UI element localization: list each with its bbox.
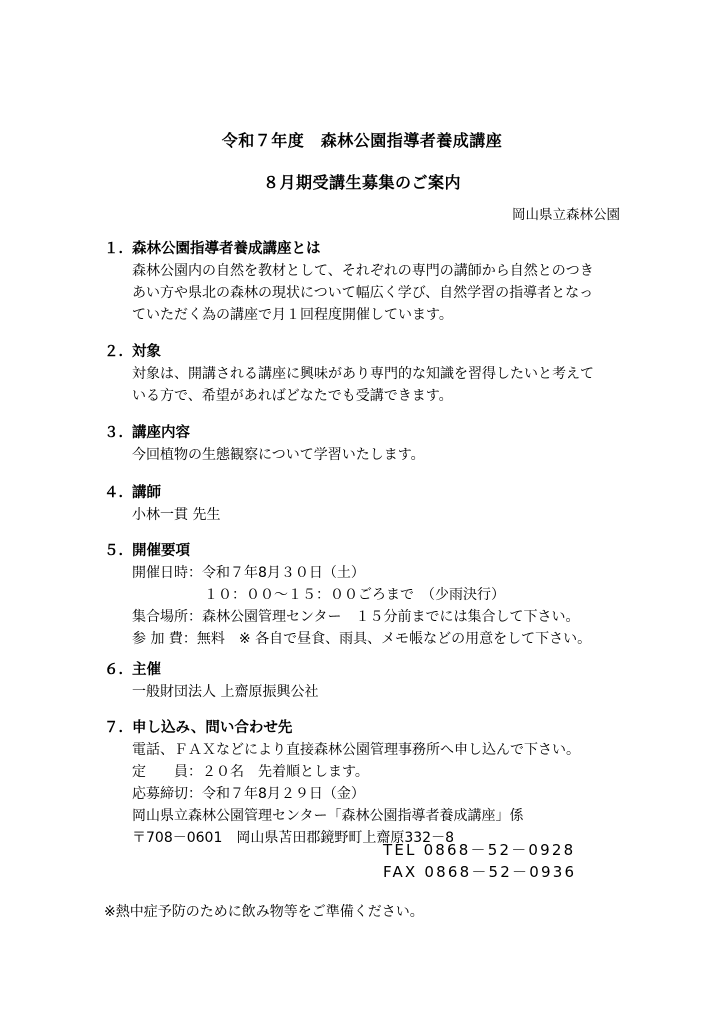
section-title: 主催 xyxy=(132,662,161,678)
section-about xyxy=(104,238,644,326)
phone-number: TEL 0868－52－0928 xyxy=(383,841,576,859)
section-title: 開催要項 xyxy=(132,543,190,559)
section-heading xyxy=(104,540,644,562)
section-body xyxy=(132,681,644,703)
body-line: 今回植物の生態観察について学習いたします。 xyxy=(132,447,425,463)
section-title: 講師 xyxy=(132,485,161,501)
body-line: あい方や県北の森林の現状について幅広く学び、自然学習の指導者となっ xyxy=(132,285,594,301)
body-line: 森林公園内の自然を教材として、それぞれの専門の講師から自然とのつき xyxy=(132,263,594,279)
section-number: １． xyxy=(104,241,133,257)
section-instructor xyxy=(104,482,644,526)
section-application xyxy=(104,717,644,849)
section-body xyxy=(132,739,644,849)
section-body xyxy=(132,363,644,407)
section-content xyxy=(104,422,644,466)
section-number: ２． xyxy=(104,344,133,360)
section-heading xyxy=(104,422,644,444)
event-time: １０：００～１５：００ごろまで （少雨決行） xyxy=(204,587,505,603)
section-title: 対象 xyxy=(132,344,161,360)
event-date: 開催日時：令和７年8月３０日（土） xyxy=(132,565,365,581)
deadline: 応募締切：令和７年8月２９日（金） xyxy=(132,786,365,802)
section-number: ３． xyxy=(104,425,133,441)
heatstroke-note: ※熱中症予防のために飲み物等をご準備ください。 xyxy=(104,904,424,920)
body-line: 対象は、開講される講座に興味があり専門的な知識を習得したいと考えて xyxy=(132,366,594,382)
meeting-place: 集合場所：森林公園管理センター １５分前までには集合して下さい。 xyxy=(132,609,580,625)
section-title: 講座内容 xyxy=(132,425,190,441)
body-line: 小林一貫 先生 xyxy=(132,507,221,523)
section-target xyxy=(104,341,644,407)
body-line: ていただく為の講座で月１回程度開催しています。 xyxy=(132,307,453,323)
body-line: 一般財団法人 上齋原振興公社 xyxy=(132,684,319,700)
section-heading xyxy=(104,482,644,504)
section-host xyxy=(104,659,644,703)
section-heading xyxy=(104,341,644,363)
contact-office: 岡山県立森林公園管理センター「森林公園指導者養成講座」係 xyxy=(132,808,524,824)
section-number: ４． xyxy=(104,485,133,501)
body-line: 電話、ＦＡＸなどにより直接森林公園管理事務所へ申し込んで下さい。 xyxy=(132,742,580,758)
section-heading xyxy=(104,717,644,739)
section-number: ７． xyxy=(104,720,133,736)
section-body xyxy=(132,504,644,526)
section-title: 申し込み、問い合わせ先 xyxy=(132,720,293,736)
document-subtitle: ８月期受講生募集のご案内 xyxy=(262,173,461,192)
section-schedule xyxy=(104,540,644,650)
section-heading xyxy=(104,238,644,260)
section-title: 森林公園指導者養成講座とは xyxy=(132,241,321,257)
document-title: 令和７年度 森林公園指導者養成講座 xyxy=(221,131,503,150)
section-heading xyxy=(104,659,644,681)
capacity: 定 員：２０名 先着順とします。 xyxy=(132,764,369,780)
section-body xyxy=(132,260,644,326)
participation-fee: 参 加 費：無料 ※ 各自で昼食、雨具、メモ帳などの用意をして下さい。 xyxy=(132,631,592,647)
organizer-name: 岡山県立森林公園 xyxy=(512,207,620,223)
section-number: ６． xyxy=(104,662,133,678)
section-number: ５． xyxy=(104,543,133,559)
section-body xyxy=(132,562,644,650)
body-line: いる方で、希望があればどなたでも受講できます。 xyxy=(132,388,453,404)
section-body xyxy=(132,444,644,466)
fax-number: FAX 0868－52－0936 xyxy=(383,863,577,881)
postal-address: 〒708－0601 岡山県苫田郡鏡野町上齋原332－8 xyxy=(132,830,454,846)
